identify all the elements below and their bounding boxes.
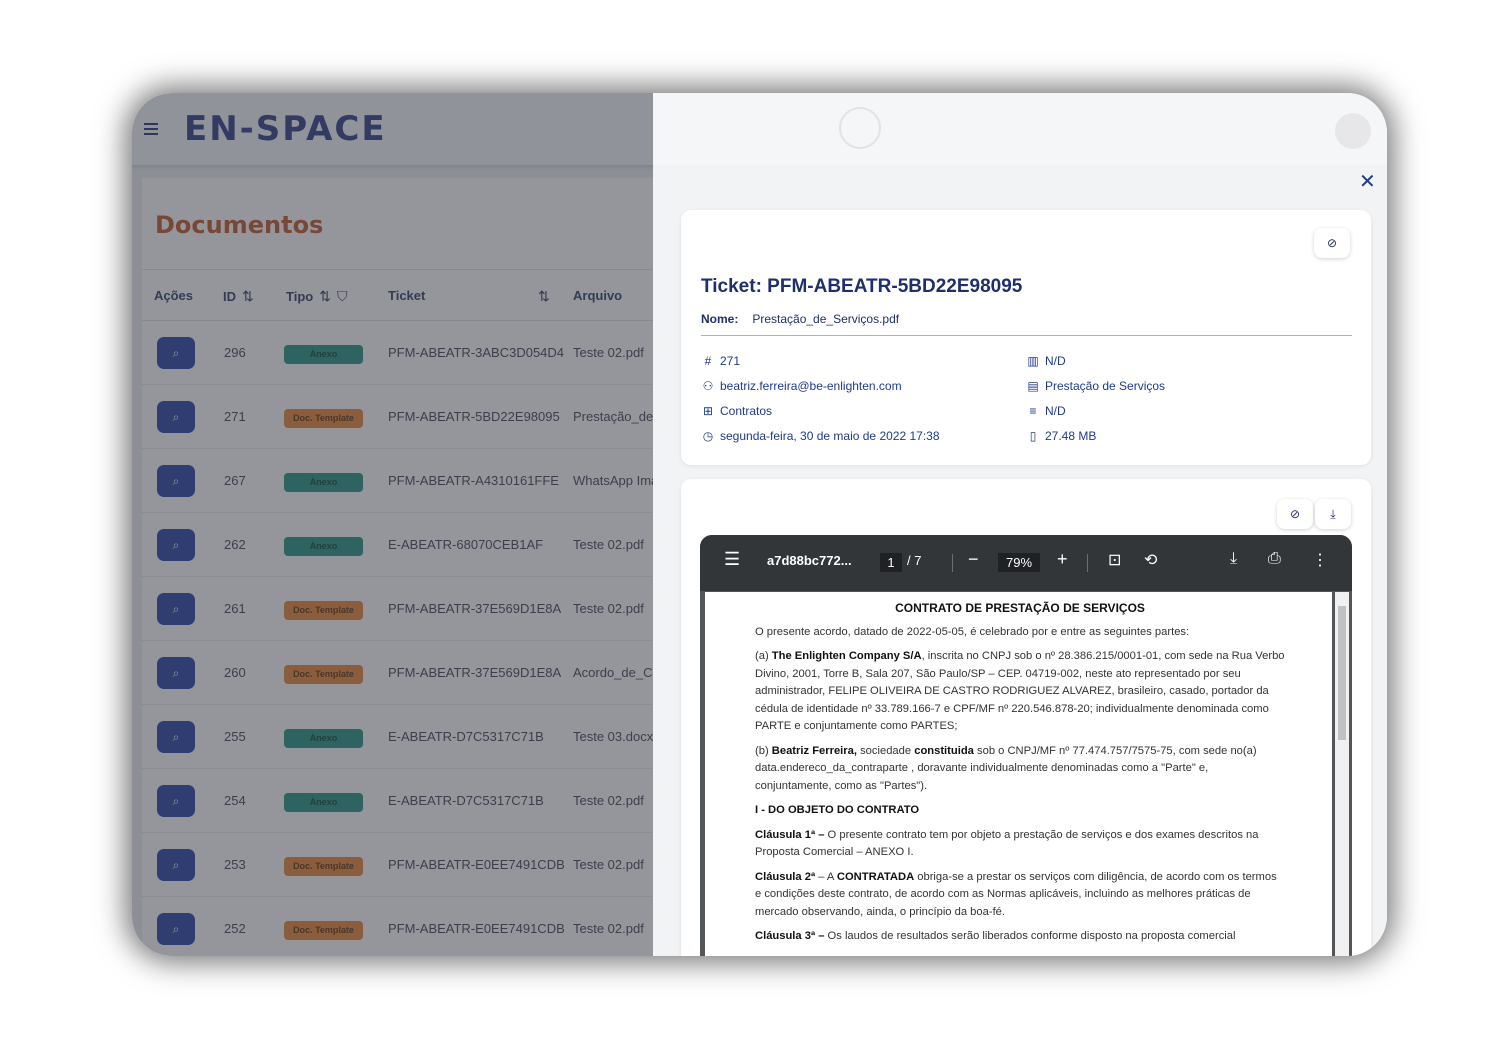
name-label: Nome: [701, 312, 739, 326]
file-name-line [701, 312, 899, 326]
hide-preview-button[interactable] [1277, 499, 1313, 529]
intro-paragraph: O presente acordo, datado de 2022-05-05, é celebrado por e entre as seguintes partes: [755, 625, 1190, 638]
meta-id: # 271 [701, 354, 740, 368]
zoom-out-icon[interactable]: − [968, 549, 979, 569]
meta-email: ⚇ beatriz.ferreira@be-enlighten.com [702, 379, 902, 393]
clock-icon: ◷ [702, 429, 714, 443]
party-a-paragraph: (a) The Enlighten Company S/A, inscrita no CNPJ sob o nº 28.386.215/0001-01, com sede na Rua Verbo Divino, 2001, Torre B, Sala 207, São Paulo/SP – CEP. 04719-002, neste ato representado por seu administrador, FELIPE OLIVEIRA DE CASTRO RODRIGUEZ ALVAREZ, brasileiro, casado, portador da cédula de identidade nº 33.789.166-7 e CPF/MF nº 220.546.878-20; individualmente denominada como PARTE e conjuntamente como PARTES; [755, 650, 1285, 732]
more-icon[interactable]: ⋮ [1312, 552, 1328, 569]
divider [952, 554, 953, 572]
overlay-backdrop[interactable] [132, 93, 653, 956]
meta-datetime: ◷ segunda-feira, 30 de maio de 2022 17:38 [702, 429, 940, 443]
ticket-card [681, 210, 1371, 465]
menu-icon[interactable]: ☰ [724, 549, 741, 569]
meta-category: ⊞ Contratos [702, 404, 773, 418]
meta-service: ▤ Prestação de Serviços [1027, 379, 1166, 393]
pdf-filename: a7d88bc772... [767, 553, 852, 568]
hash-icon: # [704, 354, 712, 368]
print-icon[interactable]: ⎙ [1268, 550, 1281, 567]
download-button[interactable] [1315, 499, 1351, 529]
pdf-page [705, 592, 1332, 956]
scrollbar-thumb[interactable] [1338, 606, 1346, 740]
pdf-viewer [700, 535, 1352, 956]
meta-stat: ▥ N/D [1027, 354, 1066, 368]
download-icon[interactable]: ⤓ [1230, 550, 1238, 567]
hide-button[interactable] [1314, 228, 1350, 258]
drawer-header [653, 93, 1387, 165]
document-title: CONTRATO DE PRESTAÇÃO DE SERVIÇOS [895, 601, 1145, 615]
users-icon: ⚇ [702, 379, 714, 393]
eye-off-icon: ⊘ [1326, 236, 1338, 250]
download-icon: ⤓ [1330, 507, 1336, 521]
zoom-in-icon[interactable]: + [1057, 549, 1068, 569]
brand-icon [839, 107, 881, 149]
clause-2: Cláusula 2ª – A CONTRATADA obriga-se a prestar os serviços com diligência, de acordo com os termos e condições deste contrato, de acordo com as Normas aplicáveis, incluindo as melhores práticas de mercado observando, ainda, o princípio da boa-fé. [755, 870, 1277, 918]
app-window [132, 93, 1387, 956]
ticket-title: Ticket: PFM-ABEATR-5BD22E98095 [701, 276, 1023, 297]
party-b-paragraph: (b) Beatriz Ferreira, sociedade constituida sob o CNPJ/MF nº 77.474.757/7575-75, com sede no(a) data.endereco_da_contraparte , doravante individualmente denominadas como a "Parte" e, conjuntamente, como as "Partes"). [755, 744, 1257, 792]
divider [1087, 554, 1088, 572]
eye-off-icon: ⊘ [1289, 507, 1301, 521]
clause-3: Cláusula 3ª – Os laudos de resultados serão liberados conforme disposto na proposta comercial [755, 930, 1236, 942]
section-heading: I - DO OBJETO DO CONTRATO [755, 804, 920, 816]
pdf-toolbar [700, 535, 1352, 591]
clause-1: Cláusula 1ª – O presente contrato tem por objeto a prestação de serviços e dos exames descritos na Proposta Comercial – ANEXO I. [755, 828, 1259, 858]
file-icon: ▯ [1029, 429, 1037, 443]
name-value: Prestação_de_Serviços.pdf [752, 312, 900, 326]
lines-icon: ≡ [1029, 404, 1037, 418]
page-total: / 7 [907, 553, 922, 568]
page-input[interactable]: 1 [880, 553, 902, 572]
document-icon: ▤ [1027, 379, 1039, 393]
fit-page-icon[interactable]: ⊡ [1108, 552, 1122, 569]
detail-drawer [653, 93, 1387, 956]
avatar[interactable] [1335, 113, 1371, 149]
zoom-input[interactable]: 79% [998, 553, 1040, 572]
divider [701, 335, 1352, 336]
document-text [755, 600, 1285, 953]
grid-icon: ⊞ [702, 404, 714, 418]
rotate-icon[interactable]: ⟲ [1144, 552, 1158, 569]
meta-description: ≡ N/D [1026, 404, 1066, 418]
close-icon[interactable]: ✕ [1359, 171, 1376, 193]
chart-icon: ▥ [1027, 354, 1039, 368]
pdf-scrollbar[interactable] [1335, 592, 1349, 956]
meta-size: ▯ 27.48 MB [1026, 429, 1096, 443]
